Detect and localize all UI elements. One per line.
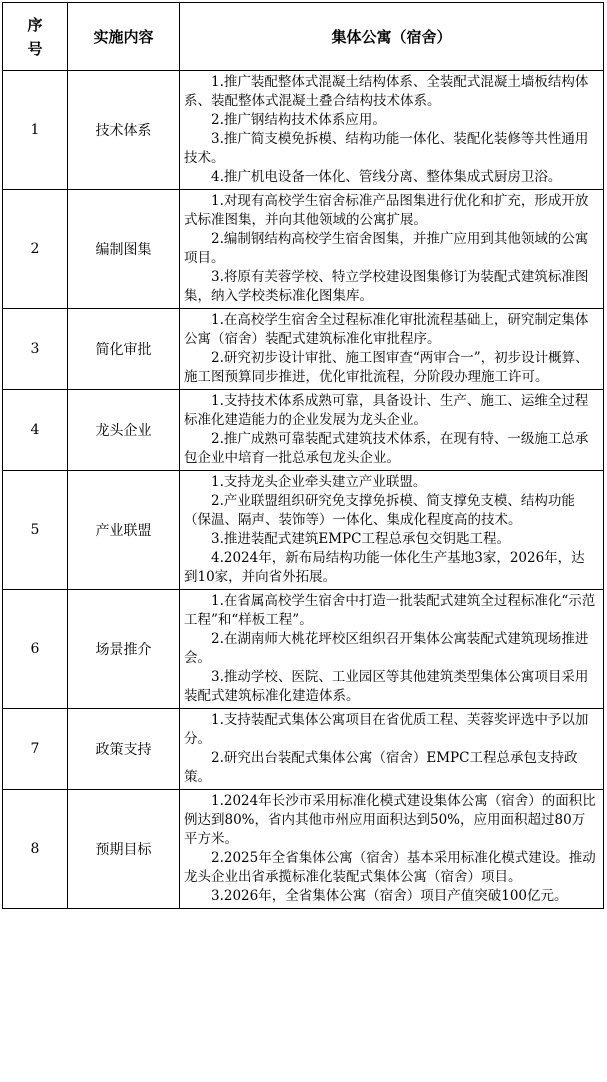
row-index: 2 bbox=[3, 190, 68, 309]
row-index: 4 bbox=[3, 390, 68, 471]
table-row bbox=[3, 590, 604, 709]
row-index: 3 bbox=[3, 309, 68, 390]
content-item: 3.推广简支模免拆模、结构功能一体化、装配化装修等共性通用技术。 bbox=[184, 131, 589, 166]
content-item: 1.支持装配式集体公寓项目在省优质工程、芙蓉奖评选中予以加分。 bbox=[184, 712, 589, 747]
content-item: 3.2026年，全省集体公寓（宿舍）项目产值突破100亿元。 bbox=[211, 888, 568, 904]
header-index-line2: 号 bbox=[27, 39, 43, 58]
row-content bbox=[180, 590, 604, 709]
header-category: 实施内容 bbox=[68, 3, 180, 71]
row-content bbox=[180, 709, 604, 790]
row-content bbox=[180, 71, 604, 190]
row-index: 5 bbox=[3, 471, 68, 590]
table-row bbox=[3, 71, 604, 190]
row-index: 6 bbox=[3, 590, 68, 709]
table-row bbox=[3, 471, 604, 590]
content-item: 2.推广钢结构技术体系应用。 bbox=[211, 112, 386, 128]
row-category: 编制图集 bbox=[68, 190, 180, 309]
row-category: 简化审批 bbox=[68, 309, 180, 390]
table-row bbox=[3, 390, 604, 471]
policy-table bbox=[2, 2, 604, 909]
row-category: 技术体系 bbox=[68, 71, 180, 190]
content-item: 2.2025年全省集体公寓（宿舍）基本采用标准化模式建设。推动龙头企业出省承揽标准化装配式集体公寓（宿舍）项目。 bbox=[184, 850, 596, 885]
content-item: 1.推广装配整体式混凝土结构体系、全装配式混凝土墙板结构体系、装配整体式混凝土叠合结构技术体系。 bbox=[184, 74, 589, 109]
header-index bbox=[3, 3, 68, 71]
content-item: 1.2024年长沙市采用标准化模式建设集体公寓（宿舍）的面积比例达到80%，省内其他市州应用面积达到50%，应用面积超过80万平方米。 bbox=[184, 793, 596, 847]
content-item: 3.将原有芙蓉学校、特立学校建设图集修订为装配式建筑标准图集，纳入学校类标准化图集库。 bbox=[184, 269, 589, 304]
table-row bbox=[3, 190, 604, 309]
row-index: 1 bbox=[3, 71, 68, 190]
row-category: 产业联盟 bbox=[68, 471, 180, 590]
row-content bbox=[180, 309, 604, 390]
row-category: 预期目标 bbox=[68, 790, 180, 909]
header-row bbox=[3, 3, 604, 71]
row-category: 场景推介 bbox=[68, 590, 180, 709]
content-item: 2.在湖南师大桃花坪校区组织召开集体公寓装配式建筑现场推进会。 bbox=[184, 631, 589, 666]
table-row bbox=[3, 709, 604, 790]
row-content bbox=[180, 471, 604, 590]
content-item: 2.编制钢结构高校学生宿舍图集，并推广应用到其他领域的公寓项目。 bbox=[184, 231, 589, 266]
content-item: 2.推广成熟可靠装配式建筑技术体系，在现有特、一级施工总承包企业中培育一批总承包龙头企业。 bbox=[184, 431, 589, 466]
row-index: 7 bbox=[3, 709, 68, 790]
content-item: 2.研究初步设计审批、施工图审查“两审合一”，初步设计概算、施工图预算同步推进，优化审批流程，分阶段办理施工许可。 bbox=[184, 350, 589, 385]
row-content bbox=[180, 190, 604, 309]
row-category: 龙头企业 bbox=[68, 390, 180, 471]
content-item: 1.支持龙头企业牵头建立产业联盟。 bbox=[211, 474, 427, 490]
content-item: 1.对现有高校学生宿舍标准产品图集进行优化和扩充，形成开放式标准图集，并向其他领域的公寓扩展。 bbox=[184, 193, 589, 228]
content-item: 1.支持技术体系成熟可靠，具备设计、生产、施工、运维全过程标准化建造能力的企业发展为龙头企业。 bbox=[184, 393, 589, 428]
header-index-line1: 序 bbox=[27, 15, 43, 34]
content-item: 2.研究出台装配式集体公寓（宿舍）EMPC工程总承包支持政策。 bbox=[184, 750, 578, 785]
table-row bbox=[3, 790, 604, 909]
content-item: 4.2024年，新布局结构功能一体化生产基地3家，2026年，达到10家，并向省外拓展。 bbox=[184, 550, 585, 585]
content-item: 1.在省属高校学生宿舍中打造一批装配式建筑全过程标准化“示范工程”和“样板工程”。 bbox=[184, 593, 596, 628]
row-index: 8 bbox=[3, 790, 68, 909]
row-content bbox=[180, 390, 604, 471]
table-row bbox=[3, 309, 604, 390]
content-item: 3.推动学校、医院、工业园区等其他建筑类型集体公寓项目采用装配式建筑标准化建造体系。 bbox=[184, 669, 589, 704]
row-content bbox=[180, 790, 604, 909]
content-item: 4.推广机电设备一体化、管线分离、整体集成式厨房卫浴。 bbox=[211, 169, 562, 185]
header-content: 集体公寓（宿舍） bbox=[180, 3, 604, 71]
content-item: 2.产业联盟组织研究免支撑免拆模、简支撑免支模、结构功能（保温、隔声、装饰等）一体化、集成化程度高的技术。 bbox=[184, 493, 575, 528]
content-item: 1.在高校学生宿舍全过程标准化审批流程基础上，研究制定集体公寓（宿舍）装配式建筑标准化审批程序。 bbox=[184, 312, 589, 347]
row-category: 政策支持 bbox=[68, 709, 180, 790]
content-item: 3.推进装配式建筑EMPC工程总承包交钥匙工程。 bbox=[211, 531, 510, 547]
